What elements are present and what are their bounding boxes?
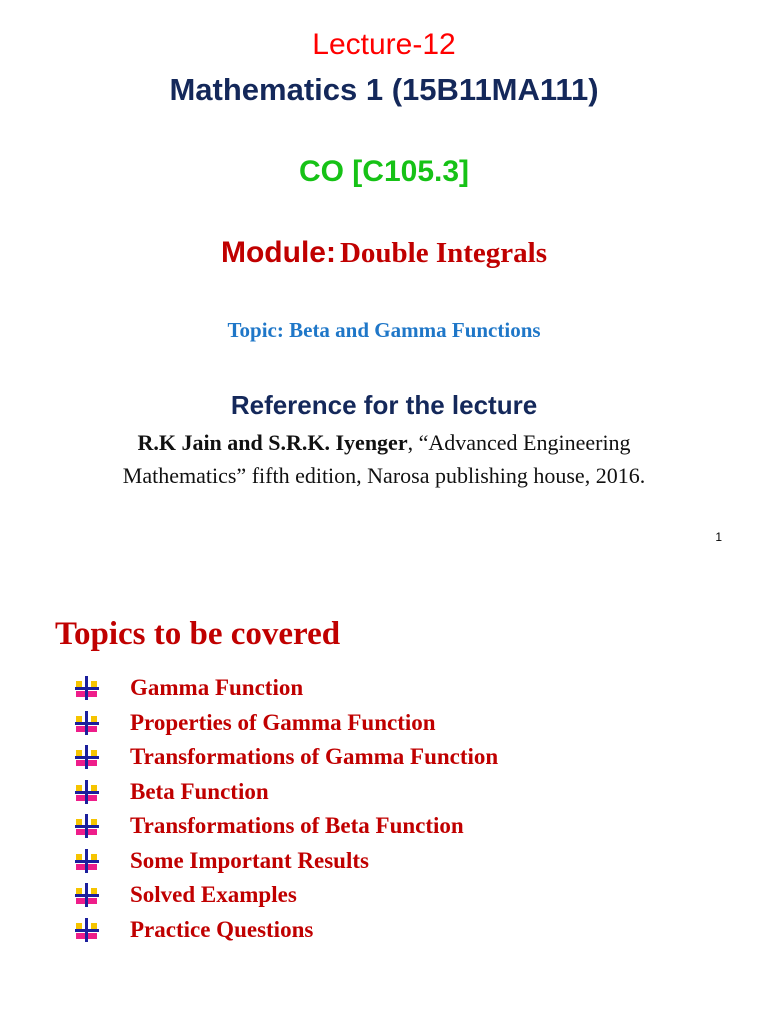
cross-bullet-icon [74,814,100,838]
list-item [0,740,768,775]
reference-line-1 [0,426,768,459]
cross-bullet-icon [74,676,100,700]
topic-label: Properties of Gamma Function [130,709,436,735]
topic-label: Solved Examples [130,882,297,907]
cross-bullet-icon [74,745,100,769]
reference-citation [0,426,768,492]
topic-label: Practice Questions [130,916,314,942]
list-item [0,913,768,948]
cross-bullet-icon [74,780,100,804]
reference-authors: R.K Jain and S.R.K. Iyenger [137,430,408,455]
module-line [0,236,768,270]
topic-label: Transformations of Beta Function [130,813,464,838]
topic-label: Some Important Results [130,847,369,873]
reference-title-start: , “Advanced Engineering [407,430,631,455]
course-title: Mathematics 1 (15B11MA111) [169,72,599,107]
lecture-topic: Topic: Beta and Gamma Functions [227,318,541,342]
lecture-number: Lecture-12 [312,28,456,61]
list-item [0,775,768,810]
topics-slide [0,580,768,1024]
topic-list [0,671,768,947]
reference-line-2: Mathematics” fifth edition, Narosa publishing house, 2016. [122,463,646,488]
reference-heading: Reference for the lecture [230,390,538,420]
list-item [0,671,768,706]
module-name: Double Integrals [339,237,548,269]
list-item [0,809,768,844]
cross-bullet-icon [74,883,100,907]
list-item [0,878,768,913]
topic-label: Transformations of Gamma Function [130,744,499,769]
list-item [0,706,768,741]
topic-label: Beta Function [130,778,269,804]
page-number: 1 [715,530,722,544]
topic-label: Gamma Function [130,675,304,700]
cross-bullet-icon [74,849,100,873]
cross-bullet-icon [74,918,100,942]
module-label: Module: [220,236,336,269]
list-item [0,844,768,879]
cross-bullet-icon [74,711,100,735]
topics-heading: Topics to be covered [55,616,341,652]
course-outcome-code: CO [C105.3] [298,155,470,188]
